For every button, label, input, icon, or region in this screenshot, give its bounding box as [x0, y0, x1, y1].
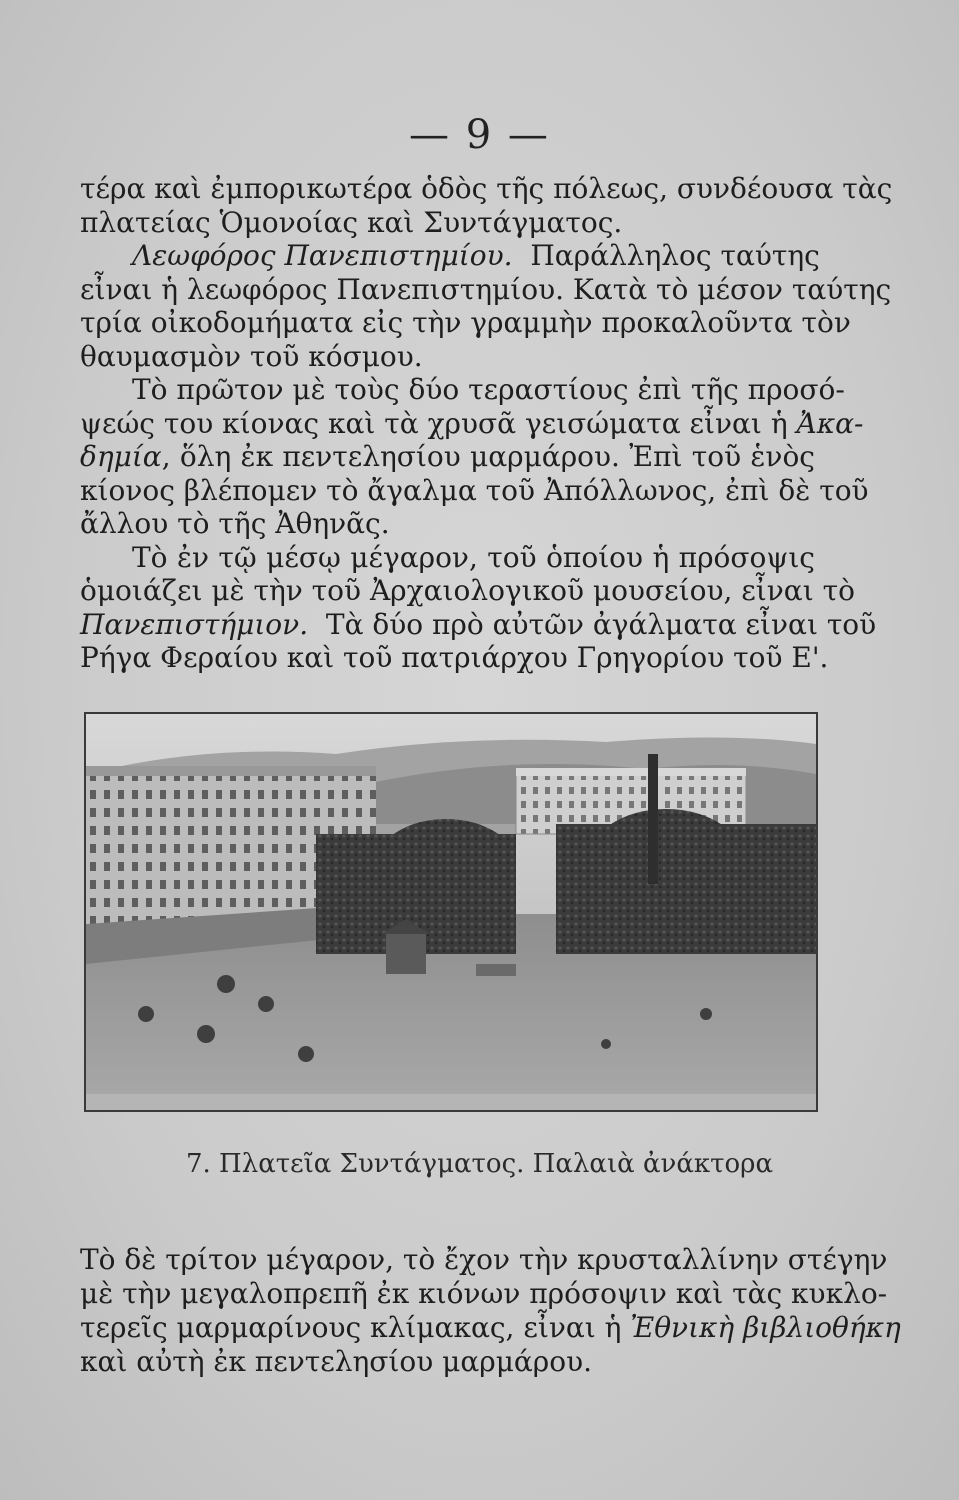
text-fragment: τερεῖς μαρμαρίνους κλίμακας, εἶναι ἡ	[80, 1311, 622, 1344]
italic-term: δημία	[80, 440, 162, 473]
photo-illustration	[86, 714, 816, 1110]
text-line: καὶ αὐτὴ ἐκ πεντελησίου μαρμάρου.	[80, 1345, 593, 1378]
text-line: μὲ τὴν μεγαλοπρεπῆ ἐκ κιόνων πρόσοψιν καὶ τὰς κυκλο-	[80, 1277, 888, 1310]
page-number: — 9 —	[409, 112, 550, 158]
text-line: θαυμασμὸν τοῦ κόσμου.	[80, 339, 423, 373]
text-line: τρία οἰκοδομήματα εἰς τὴν γραμμὴν προκαλοῦντα τὸν	[80, 306, 851, 339]
figure-caption: 7. Πλατεῖα Συντάγματος. Παλαιὰ ἀνάκτορα	[185, 1149, 774, 1179]
text-fragment-rest: , ὅλη ἐκ πεντελησίου μαρμάρου. Ἐπὶ τοῦ ἑνὸς	[161, 440, 815, 473]
text-line-with-italic	[80, 440, 815, 474]
text-line: τέρα καὶ ἐμπορικωτέρα ὁδὸς τῆς πόλεως, συνδέουσα τὰς	[80, 172, 893, 205]
text-line: Ρήγα Φεραίου καὶ τοῦ πατριάρχου Γρηγορίου τοῦ Ε'.	[80, 641, 829, 674]
body-text-top	[80, 172, 893, 675]
italic-term: Ἀκα-	[796, 406, 864, 440]
text-line: Τὸ δὲ τρίτον μέγαρον, τὸ ἔχον τὴν κρυσταλλίνην στέγην	[80, 1243, 888, 1276]
text-line-with-italic	[80, 406, 864, 441]
text-line: Τὸ πρῶτον μὲ τοὺς δύο τεραστίους ἐπὶ τῆς προσό-	[132, 373, 845, 406]
section-heading: Λεωφόρος Πανεπιστημίου.	[132, 239, 513, 272]
text-line: ἄλλου τὸ τῆς Ἀθηνᾶς.	[80, 507, 390, 540]
text-line-with-heading	[80, 239, 820, 273]
text-line: πλατείας Ὁμονοίας καὶ Συντάγματος.	[80, 205, 623, 239]
text-line-with-italic	[80, 1311, 901, 1345]
text-line: ὁμοιάζει μὲ τὴν τοῦ Ἀρχαιολογικοῦ μουσείου, εἶναι τὸ	[80, 574, 855, 607]
text-line-with-italic	[80, 607, 877, 642]
text-fragment: Τὰ δύο πρὸ αὐτῶν ἀγάλματα εἶναι τοῦ	[325, 607, 877, 641]
body-text-bottom	[80, 1243, 901, 1379]
text-line: Τὸ ἐν τῷ μέσῳ μέγαρον, τοῦ ὁποίου ἡ πρόσοψις	[132, 540, 815, 574]
italic-term: Πανεπιστήμιον.	[80, 607, 309, 641]
italic-term: Ἐθνικὴ βιβλιοθήκη	[630, 1311, 901, 1344]
text-fragment: ψεώς του κίονας καὶ τὰ χρυσᾶ γεισώματα εἶναι ἡ	[80, 406, 788, 440]
text-fragment: Παράλληλος ταύτης	[530, 239, 820, 272]
text-line: εἶναι ἡ λεωφόρος Πανεπιστημίου. Κατὰ τὸ μέσον ταύτης	[80, 272, 892, 306]
photograph-syntagma-square	[84, 712, 818, 1112]
text-line: κίονος βλέπομεν τὸ ἄγαλμα τοῦ Ἀπόλλωνος, ἐπὶ δὲ τοῦ	[80, 473, 869, 507]
